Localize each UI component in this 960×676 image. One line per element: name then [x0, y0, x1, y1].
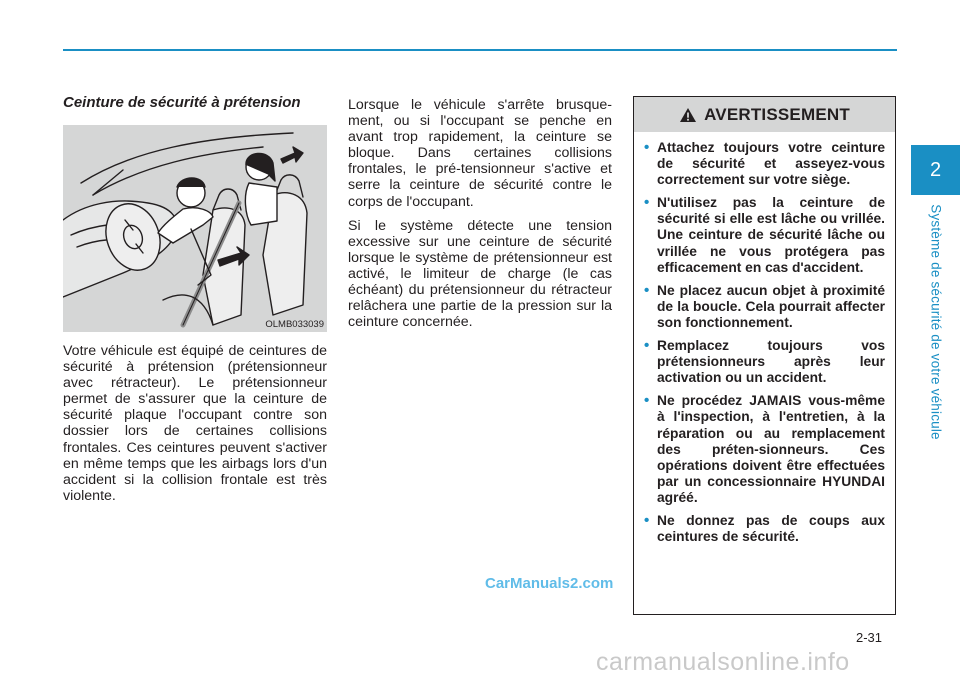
warning-title: AVERTISSEMENT: [704, 104, 850, 124]
figure-code: OLMB033039: [265, 319, 324, 330]
warning-item: [644, 513, 885, 545]
middle-column: [348, 97, 612, 330]
warning-item-text: Attachez toujours votre ceinture de sécurité et asseyez-vous correctement sur votre siège.: [657, 140, 885, 188]
section-title: Ceinture de sécurité à prétension: [63, 94, 301, 111]
warning-item: [644, 195, 885, 275]
side-chapter-title: Système de sécurité de votre véhicule: [928, 204, 944, 440]
chapter-number: 2: [929, 158, 942, 181]
warning-list: [634, 132, 895, 545]
warning-item-text: Ne donnez pas de coups aux ceintures de sécurité.: [657, 512, 885, 545]
warning-item-text: N'utilisez pas la ceinture de sécurité si elle est lâche ou vrillée. Une ceinture de sécurité lâche ou vrillée ne vous protégera pas efficacement en cas d'accident.: [657, 195, 885, 275]
warning-box: [633, 96, 896, 615]
chapter-tab: [911, 145, 960, 195]
top-rule: [63, 49, 897, 51]
pretensioner-illustration: [63, 125, 327, 332]
warning-item: [644, 393, 885, 506]
paragraph-locking: Lorsque le véhicule s'arrête brusque-ment, ou si l'occupant se penche en avant trop rapidement, la ceinture se bloque. Dans certaines collisions frontales, le pré-tensionneur s'active et serre la ceinture de sécurité contre le corps de l'occupant.: [348, 97, 612, 210]
footer-watermark: carmanualsonline.info: [596, 648, 850, 676]
bullet-icon: •: [644, 194, 650, 212]
left-column: [63, 94, 327, 504]
site-watermark-link[interactable]: CarManuals2.com: [485, 575, 614, 592]
warning-header: [634, 97, 895, 132]
warning-item-text: Ne procédez JAMAIS vous-même à l'inspection, à l'entretien, à la réparation ou au remplacement des préten-sionneurs. Ces opérations doivent être effectuées par un concessionnaire HYUNDAI agréé.: [657, 393, 885, 505]
warning-item: [644, 140, 885, 188]
bullet-icon: •: [644, 392, 650, 410]
warning-item: [644, 283, 885, 331]
page-number: 2-31: [856, 630, 883, 645]
car-occupants-illustration: [63, 125, 327, 332]
paragraph-intro: Votre véhicule est équipé de ceintures de sécurité à prétension (prétensionneur avec rétracteur). Le prétensionneur permet de s'assurer que la ceinture de sécurité plaque l'occupant contre son dossier lors de certaines collisions frontales. Ces ceintures peuvent s'activer en même temps que les airbags lors d'un accident si la collision frontale est très violente.: [63, 343, 327, 504]
warning-item-text: Ne placez aucun objet à proximité de la boucle. Cela pourrait affecter son fonctionnement.: [657, 282, 885, 330]
bullet-icon: •: [644, 337, 650, 355]
bullet-icon: •: [644, 281, 650, 299]
bullet-icon: •: [644, 139, 650, 156]
warning-triangle-icon: [679, 107, 697, 123]
warning-item-text: Remplacez toujours vos prétensionneurs après leur activation ou un accident.: [657, 338, 885, 386]
paragraph-load-limiter: Si le système détecte une tension excessive sur une ceinture de sécurité lorsque le système de prétensionneur est activé, le limiteur de charge (le cas échéant) du prétensionneur du rétracteur relâchera une partie de la pression sur la ceinture concernée.: [348, 217, 612, 331]
warning-item: [644, 338, 885, 386]
bullet-icon: •: [644, 511, 650, 529]
